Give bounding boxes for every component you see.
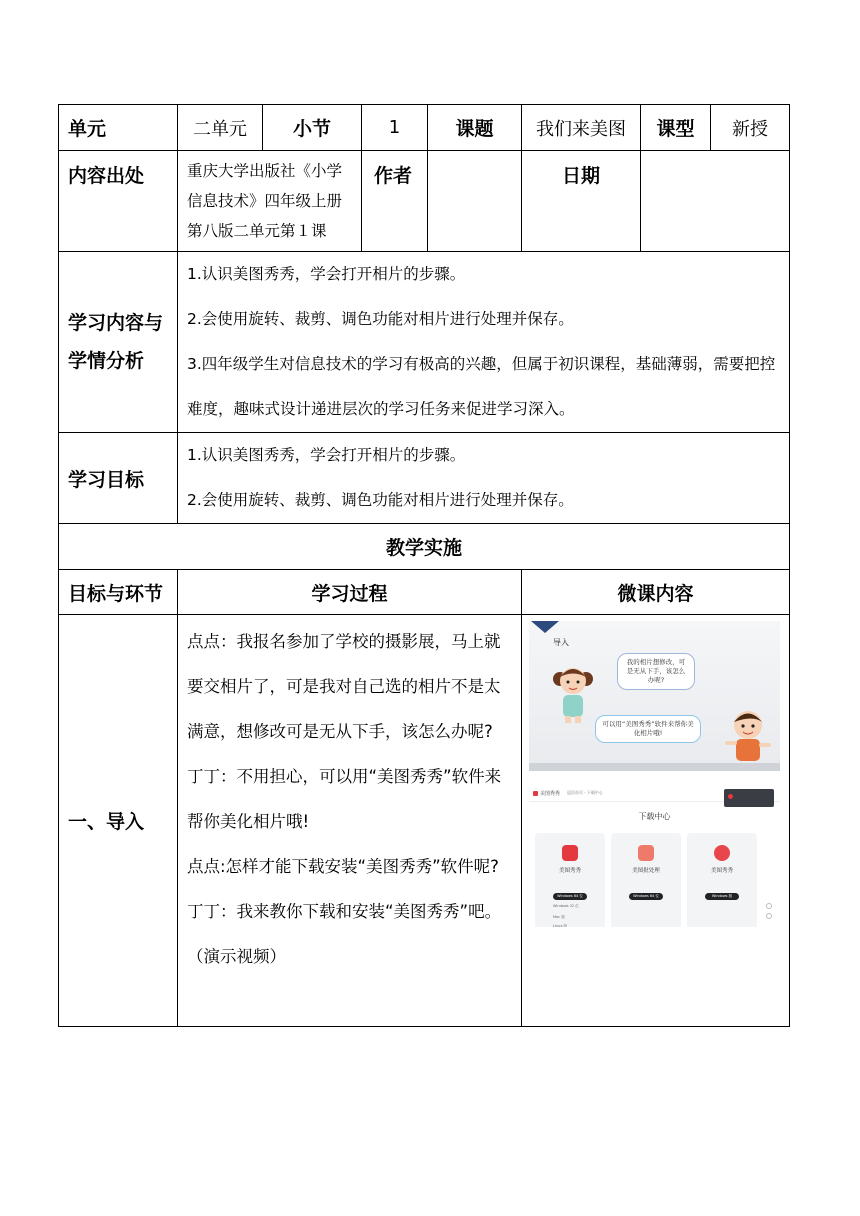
analysis-item: 3.四年级学生对信息技术的学习有极高的兴趣，但属于初识课程，基础薄弱，需要把控难度，趣味式设计递进层次的学习任务来促进学习深入。 <box>187 355 776 418</box>
date-value <box>641 151 790 252</box>
analysis-item: 2.会使用旋转、裁剪、调色功能对相片进行处理并保存。 <box>187 310 574 328</box>
download-button: Windows 版 <box>705 893 739 900</box>
dialog-line: 点点:怎样才能下载安装“美图秀秀”软件呢? <box>187 857 499 876</box>
download-button: Windows 64 位 <box>553 893 587 900</box>
download-center-screenshot <box>529 787 780 927</box>
product-name: 美图批处理 <box>632 868 660 874</box>
dialog-line: （演示视频） <box>187 947 286 966</box>
col-process-header: 学习过程 <box>178 570 522 615</box>
boy-cartoon-icon <box>723 707 773 763</box>
site-nav-links: 返回首页 · 下载中心 <box>567 790 603 795</box>
download-center-heading: 下载中心 <box>638 812 671 821</box>
site-brand: 美图秀秀 <box>540 791 561 797</box>
dialog-line: 丁丁：我来教你下载和安装“美图秀秀”吧。 <box>187 902 502 921</box>
meitu-logo-icon <box>533 791 538 796</box>
meitu-web-icon <box>714 845 730 861</box>
intro-slide-image <box>529 621 780 771</box>
intro-stage: 一、导入 <box>59 615 178 1027</box>
product-name: 美图秀秀 <box>710 868 733 874</box>
download-button: Windows 64 位 <box>629 893 663 900</box>
type-label: 课型 <box>641 105 711 151</box>
slide-title: 导入 <box>553 638 569 647</box>
girl-cartoon-icon <box>553 661 593 723</box>
product-name: 美图秀秀 <box>558 868 581 874</box>
objective-item: 1.认识美图秀秀，学会打开相片的步骤。 <box>187 446 466 464</box>
date-label: 日期 <box>522 151 641 252</box>
source-value: 重庆大学出版社《小学信息技术》四年级上册第八版二单元第１课 <box>178 151 362 252</box>
corner-ribbon-icon <box>531 621 559 633</box>
header-row <box>59 105 790 151</box>
batch-app-icon <box>638 845 654 861</box>
analysis-content <box>178 252 790 433</box>
side-float-icon <box>766 903 772 909</box>
meta-row <box>59 151 790 252</box>
dialog-line: 点点：我报名参加了学校的摄影展，马上就要交相片了，可是我对自己选的相片不是太满意，想修改可是无从下手，该怎么办呢? <box>187 632 501 741</box>
objectives-content <box>178 433 790 524</box>
analysis-label <box>59 252 178 433</box>
girl-speech-bubble: 我的相片想修改，可是无从下手，该怎么办呢? <box>617 653 695 690</box>
section-value: 1 <box>362 105 428 151</box>
intro-process <box>178 615 522 1027</box>
author-label: 作者 <box>362 151 428 252</box>
download-option: Windows 32 位 <box>553 904 579 908</box>
boy-speech-bubble: 可以用“美图秀秀”软件来帮你美化相片哦! <box>595 715 701 743</box>
objectives-label: 学习目标 <box>59 433 178 524</box>
product-card <box>687 833 757 927</box>
implementation-heading: 教学实施 <box>59 524 790 570</box>
author-value <box>428 151 522 252</box>
implementation-heading-row <box>59 524 790 570</box>
objective-item: 2.会使用旋转、裁剪、调色功能对相片进行处理并保存。 <box>187 491 574 509</box>
col-stage-header: 目标与环节 <box>59 570 178 615</box>
dialog-line: 丁丁：不用担心，可以用“美图秀秀”软件来帮你美化相片哦! <box>187 767 502 831</box>
meitu-app-icon <box>562 845 578 861</box>
product-card <box>611 833 681 927</box>
intro-row <box>59 615 790 1027</box>
analysis-label-line1: 学习内容与 <box>68 312 164 334</box>
analysis-item: 1.认识美图秀秀，学会打开相片的步骤。 <box>187 265 466 283</box>
unit-label: 单元 <box>59 105 178 151</box>
unit-value: 二单元 <box>178 105 263 151</box>
site-nav-bar <box>529 787 780 802</box>
analysis-label-line2: 学情分析 <box>68 350 145 372</box>
analysis-row <box>59 252 790 433</box>
lesson-plan-table <box>58 104 790 1027</box>
notification-toast <box>724 789 774 807</box>
type-value: 新授 <box>711 105 790 151</box>
product-card <box>535 833 605 927</box>
objectives-row <box>59 433 790 524</box>
topic-value: 我们来美图 <box>522 105 641 151</box>
download-option: Linux 版 <box>553 924 568 927</box>
topic-label: 课题 <box>428 105 522 151</box>
source-label: 内容出处 <box>59 151 178 252</box>
side-float-icon <box>766 913 772 919</box>
section-label: 小节 <box>263 105 362 151</box>
col-micro-header: 微课内容 <box>522 570 790 615</box>
micro-content <box>522 615 790 1027</box>
column-header-row <box>59 570 790 615</box>
download-option: Mac 版 <box>553 915 565 919</box>
